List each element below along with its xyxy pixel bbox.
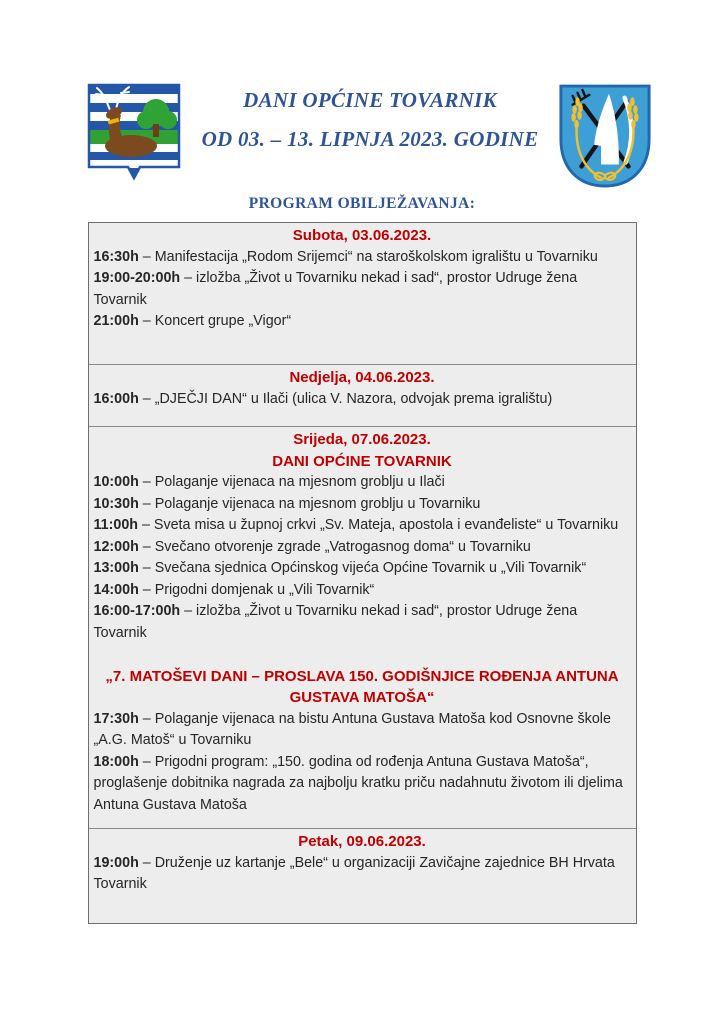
document-title-line1: DANI OPĆINE TOVARNIK [243, 88, 497, 112]
event-time: 11:00h [93, 517, 139, 533]
event-item: 12:00h – Svečano otvorenje zgrade „Vatrogasnog doma“ u Tovarniku [93, 538, 531, 555]
event-time: 17:30h [93, 710, 139, 727]
event-time: 12:00h [93, 538, 139, 555]
event-time: 18:00h [93, 753, 139, 770]
event-item: 21:00h – Koncert grupe „Vigor“ [93, 313, 292, 329]
schedule-section [89, 829, 636, 923]
schedule-section [89, 427, 636, 829]
event-item: 19:00h – Druženje uz kartanje „Bele“ u organizaciji Zavičajne zajednice BH Hrvata Tovarnik [93, 854, 615, 892]
schedule-table [88, 222, 637, 924]
section-date-heading: Srijeda, 07.06.2023. [293, 431, 431, 448]
event-item: 16:00h – „DJEČJI DAN“ u Ilači (ulica V. Nazora, odvojak prema igralištu) [93, 390, 553, 407]
event-item: 14:00h – Prigodni domjenak u „Vili Tovarnik“ [93, 581, 375, 598]
section-date-heading: Petak, 09.06.2023. [298, 833, 426, 850]
event-time: 16:30h [93, 248, 139, 265]
section-date-heading: Nedjelja, 04.06.2023. [289, 369, 435, 386]
event-item: 16:00-17:00h – izložba „Život u Tovarniku nekad i sad“, prostor Udruge žena Tovarnik [93, 603, 578, 641]
schedule-section [89, 365, 636, 427]
document-header [0, 0, 724, 196]
event-item: 16:30h – Manifestacija „Rodom Srijemci“ na staroškolskom igralištu u Tovarniku [93, 248, 598, 265]
event-time: 14:00h [93, 581, 139, 598]
event-time: 16:00-17:00h [93, 603, 181, 619]
title-block [184, 82, 556, 152]
schedule-section [89, 223, 636, 365]
event-item: 13:00h – Svečana sjednica Općinskog vijeća Općine Tovarnik u „Vili Tovarnik“ [93, 560, 587, 576]
event-item: 10:30h – Polaganje vijenaca na mjesnom groblju u Tovarniku [93, 495, 481, 512]
section-subheading: „7. MATOŠEVI DANI – PROSLAVA 150. GODIŠNJICE ROĐENJA ANTUNA GUSTAVA MATOŠA“ [105, 667, 619, 706]
event-item: 11:00h – Sveta misa u župnoj crkvi „Sv. Mateja, apostola i evanđeliste“ u Tovarniku [93, 517, 619, 533]
program-subtitle: PROGRAM OBILJEŽAVANJA: [248, 195, 476, 212]
tovarnik-coat-of-arms-icon [84, 82, 184, 182]
wheat-plow-emblem-icon [556, 82, 654, 192]
section-date-heading: Subota, 03.06.2023. [292, 227, 432, 244]
event-item: 19:00-20:00h – izložba „Život u Tovarniku nekad i sad“, prostor Udruge žena Tovarnik [93, 270, 578, 308]
event-time: 10:30h [93, 495, 139, 512]
event-item: 17:30h – Polaganje vijenaca na bistu Antuna Gustava Matoša kod Osnovne škole „A.G. Matoš“ u Tovarniku [93, 710, 611, 748]
event-time: 16:00h [93, 390, 139, 407]
event-item: 10:00h – Polaganje vijenaca na mjesnom groblju u Ilači [93, 474, 445, 490]
event-time: 10:00h [93, 474, 139, 490]
section-date-heading: DANI OPĆINE TOVARNIK [272, 452, 452, 470]
event-item: 18:00h – Prigodni program: „150. godina od rođenja Antuna Gustava Matoša“, proglašenje dobitnika nagrada za najbolju kratku priču nadahnutu životom ili djelima Antuna Gustava Matoša [93, 753, 623, 813]
event-time: 21:00h [93, 313, 139, 329]
event-time: 19:00h [93, 854, 139, 871]
document-title-line2: OD 03. – 13. LIPNJA 2023. GODINE [201, 127, 539, 151]
event-time: 13:00h [93, 560, 139, 576]
event-time: 19:00-20:00h [93, 270, 181, 286]
